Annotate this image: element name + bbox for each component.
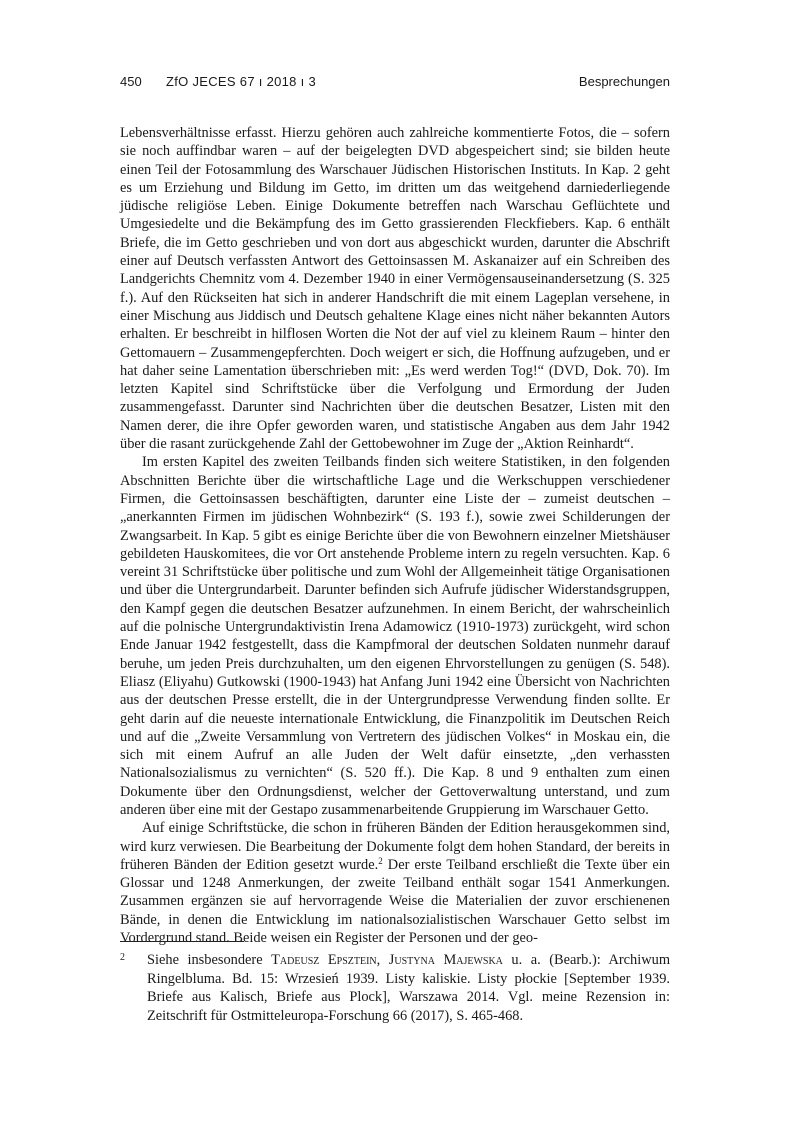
journal-citation: ZfO JECES 67 ı 2018 ı 3	[166, 74, 316, 89]
footnote-author-2: Justyna Majewska	[388, 952, 503, 968]
footnote	[120, 951, 670, 1025]
running-header	[120, 74, 670, 92]
footnote-reference[interactable]: 2	[378, 855, 383, 866]
footnote-sep: ,	[376, 952, 389, 968]
footnote-author-1: Tadeusz Epsztein	[271, 952, 377, 968]
paragraph-3-text-a: Auf einige Schriftstücke, die schon in früheren Bänden der Edition herausgekommen sind, wird kurz verwiesen. Die Bearbeitung der Dokumente folgt dem hohen Standard, der bereits in früheren Bänden der Edition gesetzt wurde.	[120, 820, 670, 873]
paragraph-3	[120, 819, 670, 947]
footnote-rest: u. a. (Bearb.): Archiwum Ringelbluma. Bd. 15: Wrzesień 1939. Listy kaliskie. Listy płockie [September 1939. Briefe aus Kalisch, Briefe aus Plock], Warszawa 2014. Vgl. meine Rezension in: Zeitschrift für Ostmitteleuropa-Forschung 66 (2017), S. 465-468.	[147, 952, 671, 1024]
footnote-number: 2	[120, 952, 125, 963]
body-text	[120, 124, 670, 947]
paragraph-3-text-b: Der erste Teilband erschließt die Texte über ein Glossar und 1248 Anmerkungen, der zweite Teilband enthält sogar 1541 Anmerkungen. Zusammen ergänzen sie auf hervorragende Weise die Materialien der zuvor erschienenen Bände, in denen die Entwicklung im nationalsozialistischen Warschauer Getto selbst im Vordergrund stand. Beide weisen ein Register der Personen und der geo-	[120, 856, 670, 947]
footnote-pre: Siehe insbesondere	[147, 952, 272, 968]
footnote-body	[147, 951, 670, 1025]
section-title: Besprechungen	[578, 74, 670, 89]
footnote-separator	[120, 941, 244, 942]
paragraph-2: Im ersten Kapitel des zweiten Teilbands finden sich weitere Statistiken, in den folgenden Abschnitten Berichte über die wirtschaftliche Lage und die Werkschuppen verschiedener Firmen, die Gettoinsassen beschäftigten, darunter eine Liste der – zumeist deutschen – „anerkannten Firmen im jüdischen Wohnbezirk“ (S. 193 f.), sowie zwei Schilderungen der Zwangsarbeit. In Kap. 5 gibt es einige Berichte über die von Bewohnern einzelner Mietshäuser gebildeten Hauskomitees, die vor Ort anstehende Probleme intern zu regeln versuchten. Kap. 6 vereint 31 Schriftstücke über politische und zum Wohl der Allgemeinheit tätige Organisationen und über die Untergrundarbeit. Darunter befinden sich Aufrufe jüdischer Widerstandsgruppen, den Kampf gegen die deutschen Besatzer aufzunehmen. In einem Bericht, der wahrscheinlich auf die polnische Untergrundaktivistin Irena Adamowicz (1910-1973) zurückgeht, wird schon Ende Januar 1942 festgestellt, dass die Kampfmoral der deutschen Soldaten nunmehr darauf beruhe, um jeden Preis durchzuhalten, um den eigenen Ehrvorstellungen zu genügen (S. 548). Eliasz (Eliyahu) Gutkowski (1900-1943) hat Anfang Juni 1942 eine Übersicht von Nachrichten aus der deutschen Presse erstellt, die in der Untergrundpresse Verwendung finden sollte. Er geht darin auf die neueste internationale Entwicklung, die Finanzpolitik im Deutschen Reich und auf die „Zweite Versammlung von Vertretern des jüdischen Volkes“ in Moskau ein, die sich mit einem Aufruf an alle Juden der Welt dafür einsetzte, „den verhassten Nationalsozialismus zu vernichten“ (S. 520 ff.). Die Kap. 8 und 9 enthalten zum einen Dokumente über den Ordnungsdienst, welcher der Gettoverwaltung unterstand, und zum anderen über eine mit der Gestapo zusammenarbeitende Gruppierung im Warschauer Getto.	[120, 454, 670, 818]
page-number: 450	[120, 74, 142, 89]
paragraph-1: Lebensverhältnisse erfasst. Hierzu gehören auch zahlreiche kommentierte Fotos, die – sofern sie noch auffindbar waren – auf der beigelegten DVD abgespeichert sind; sie bilden heute einen Teil der Fotosammlung des Warschauer Jüdischen Historischen Instituts. In Kap. 2 geht es um Erziehung und Bildung im Getto, im dritten um das weitgehend darniederliegende jüdische religiöse Leben. Einige Dokumente betreffen nach Warschau Geflüchtete und Umgesiedelte und die Bekämpfung des im Getto grassierenden Fleckfiebers. Kap. 6 enthält Briefe, die im Getto geschrieben und von dort aus abgeschickt wurden, darunter die Abschrift einer auf Deutsch verfassten Antwort des Gettoinsassen M. Askanaizer auf ein Schreiben des Landgerichts Chemnitz vom 4. Dezember 1940 in einer Vermögensauseinandersetzung (S. 325 f.). Auf den Rückseiten hat sich in anderer Handschrift die mit einem Lageplan versehene, in einer Mischung aus Jiddisch und Deutsch gehaltene Klage eines nicht näher bekannten Autors erhalten. Er beschreibt in hilflosen Worten die Not der auf viel zu kleinem Raum – hinter den Gettomauern – Zusammengepferchten. Doch weigert er sich, die Hoffnung aufzugeben, und er hat daher seine Lamentation überschrieben mit: „Es werd werden Tog!“ (DVD, Dok. 70). Im letzten Kapitel sind Schriftstücke über die Verfolgung und Ermordung der Juden zusammengefasst. Darunter sind Nachrichten über die deutschen Besatzer, Listen mit den Namen derer, die ihre Opfer geworden waren, und statistische Angaben aus dem Jahr 1942 über die rasant zurückgehende Zahl der Gettobewohner im Zuge der „Aktion Reinhardt“.	[120, 125, 670, 453]
